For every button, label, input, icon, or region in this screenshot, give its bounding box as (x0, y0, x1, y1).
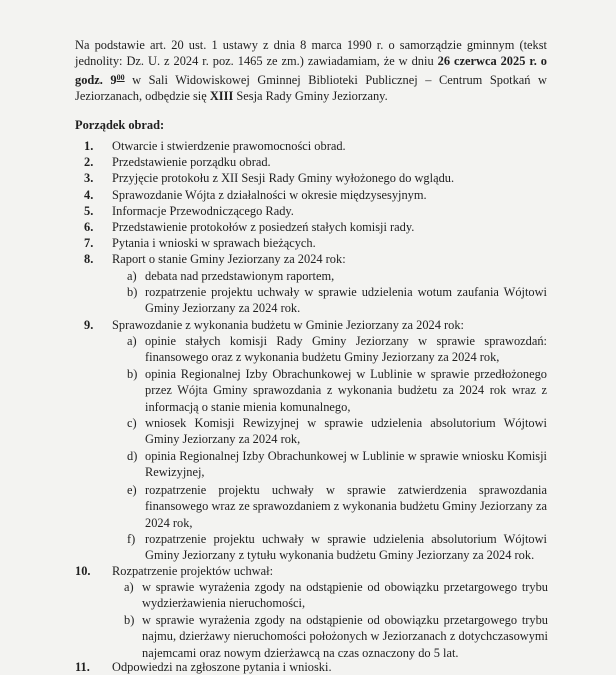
agenda-item-text: Odpowiedzi na zgłoszone pytania i wnioski. (112, 660, 332, 674)
agenda-item-number: 3. (84, 171, 94, 185)
agenda-subitem-text: opinie stałych komisji Rady Gminy Jeziorzany w sprawie sprawozdań: finansowego oraz z wykonania budżetu Gminy Jeziorzany za 2024 rok, (145, 334, 547, 365)
agenda-item-number: 1. (84, 139, 94, 153)
agenda-subitem-letter: f) (127, 532, 136, 546)
agenda-item-number: 7. (84, 236, 94, 250)
agenda-subitem-letter: b) (124, 613, 135, 627)
agenda-subitem-text: rozpatrzenie projektu uchwały w sprawie udzielenia wotum zaufania Wójtowi Gminy Jeziorzany za 2024 rok. (145, 285, 547, 316)
intro-paragraph (75, 37, 547, 104)
agenda-item-number: 5. (84, 204, 94, 218)
agenda-item-number: 10. (75, 564, 91, 578)
agenda-subitem-letter: a) (124, 580, 134, 594)
agenda-item-text: Sprawozdanie Wójta z działalności w okresie międzysesyjnym. (112, 188, 427, 202)
agenda-item-number: 2. (84, 155, 94, 169)
agenda-subitem-text: wniosek Komisji Rewizyjnej w sprawie udzielenia absolutorium Wójtowi Gminy Jeziorzany za 2024 rok, (145, 416, 547, 447)
agenda-item-number: 6. (84, 220, 94, 234)
agenda-item-text: Przedstawienie protokołów z posiedzeń stałych komisji rady. (112, 220, 415, 234)
agenda-subitem-text: rozpatrzenie projektu uchwały w sprawie udzielenia absolutorium Wójtowi Gminy Jeziorzany z tytułu wykonania budżetu Gminy Jeziorzany za 2024 rok. (145, 532, 547, 563)
agenda-item-text: Sprawozdanie z wykonania budżetu w Gminie Jeziorzany za 2024 rok: (112, 318, 464, 332)
agenda-subitem-letter: b) (127, 285, 138, 299)
agenda-subitem-text: w sprawie wyrażenia zgody na odstąpienie od obowiązku przetargowego trybu najmu, dzierżawy nieruchomości położonych w Jeziorzanach z dotychczasowymi najemcami oraz nowym dzierżawcą na czas oznaczony do 5 lat. (142, 613, 548, 660)
session-number: XIII (209, 88, 234, 103)
agenda-subitem-letter: d) (127, 449, 138, 463)
agenda-subitem-letter: a) (127, 269, 137, 283)
session-date: 26 czerwca 2025 r. o godz. 9 (75, 54, 548, 87)
agenda-item-number: 11. (75, 660, 90, 674)
agenda-item-text: Rozpatrzenie projektów uchwał: (112, 564, 274, 578)
agenda-item-text: Przedstawienie porządku obrad. (112, 155, 271, 169)
agenda-subitem-text: debata nad przedstawionym raportem, (145, 269, 335, 283)
agenda-subitem-letter: c) (127, 416, 137, 430)
intro-text-1: Na podstawie art. 20 ust. 1 ustawy z dnia 8 marca 1990 r. o samorządzie gminnym (tekst jednolity: Dz. U. z 2024 r. poz. 1465 ze zm.) zawiadamiam, że w dniu (75, 38, 547, 69)
agenda-subitem-text: rozpatrzenie projektu uchwały w sprawie zatwierdzenia sprawozdania finansowego wraz ze sprawozdaniem z wykonania budżetu Gminy Jeziorzany za 2024 rok, (145, 483, 547, 530)
agenda-heading: Porządek obrad: (75, 118, 165, 132)
agenda-item-text: Przyjęcie protokołu z XII Sesji Rady Gminy wyłożonego do wglądu. (112, 171, 455, 185)
agenda-item-number: 9. (84, 318, 94, 332)
agenda-subitem-text: w sprawie wyrażenia zgody na odstąpienie od obowiązku przetargowego trybu wydzierżawienia nieruchomości, (142, 580, 548, 611)
agenda-item-text: Raport o stanie Gminy Jeziorzany za 2024 rok: (112, 252, 346, 266)
agenda-subitem-text: opinia Regionalnej Izby Obrachunkowej w Lublinie w sprawie przedłożonego przez Wójta Gminy sprawozdania z wykonania budżetu za 2024 rok wraz z informacją o stanie mienia komunalnego, (145, 367, 547, 414)
agenda-item-number: 4. (84, 188, 94, 202)
agenda-subitem-letter: b) (127, 367, 138, 381)
agenda-item-number: 8. (84, 252, 94, 266)
session-time-minutes: 00 (116, 72, 125, 82)
agenda-item-text: Otwarcie i stwierdzenie prawomocności obrad. (112, 139, 346, 153)
intro-text-2: w Sali Widowiskowej Gminnej Biblioteki Publicznej – Centrum Spotkań w Jeziorzanach, odbędzie się (75, 72, 547, 103)
agenda-subitem-letter: a) (127, 334, 137, 348)
intro-text-3: Sesja Rady Gminy Jeziorzany. (233, 88, 388, 103)
agenda-subitem-letter: e) (127, 483, 137, 497)
agenda-item-text: Informacje Przewodniczącego Rady. (112, 204, 294, 218)
agenda-subitem-text: opinia Regionalnej Izby Obrachunkowej w Lublinie w sprawie wniosku Komisji Rewizyjnej, (145, 449, 547, 480)
agenda-item-text: Pytania i wnioski w sprawach bieżących. (112, 236, 316, 250)
